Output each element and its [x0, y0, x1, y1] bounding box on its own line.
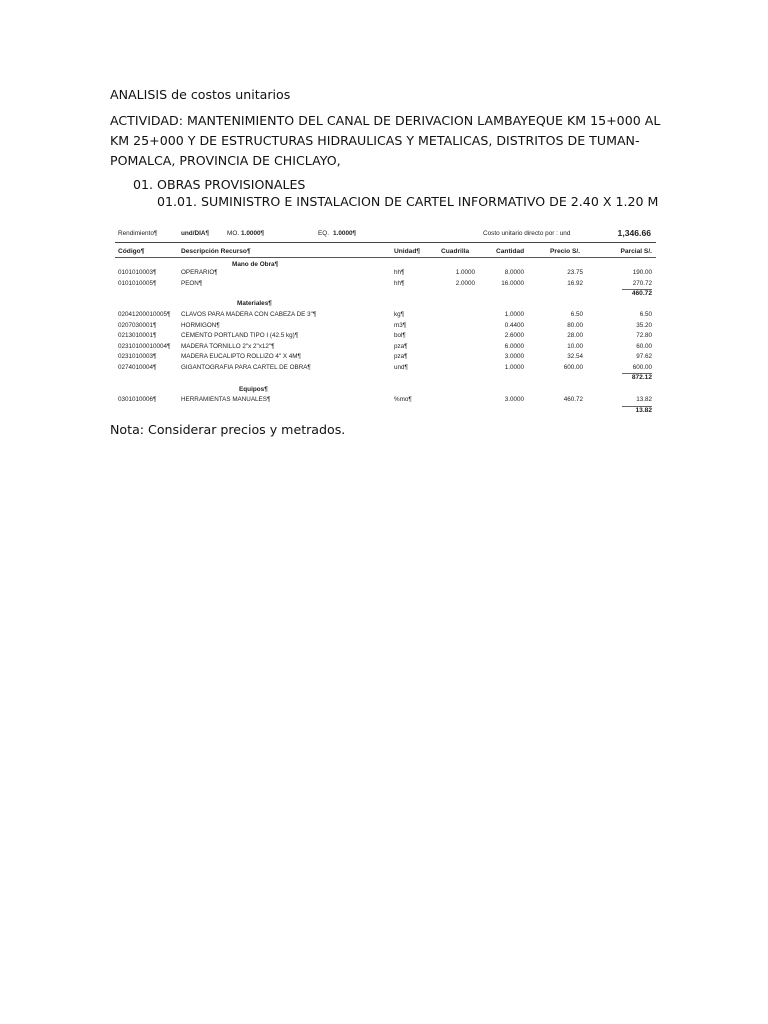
- col-cantidad: Cantidad: [496, 248, 525, 255]
- section-heading: 01. OBRAS PROVISIONALES: [133, 177, 306, 192]
- table-row: [115, 363, 656, 373]
- cell-descripcion: GIGANTOGRAFIA PARA CARTEL DE OBRA¶: [181, 363, 311, 371]
- cell-precio: 80.00: [567, 321, 583, 329]
- group-title-equipos: Equipos¶: [239, 386, 268, 393]
- eq-value: 1.0000¶: [333, 230, 357, 237]
- cell-cantidad: 6.0000: [504, 342, 524, 350]
- cell-codigo: 02041200010005¶: [118, 311, 171, 318]
- unit-cost-table: [115, 226, 656, 412]
- costo-label: Costo unitario directo por : und: [483, 230, 571, 237]
- cell-codigo: 02310100010004¶: [118, 342, 171, 350]
- cell-unidad: pza¶: [394, 342, 408, 350]
- cell-parcial: 13.82: [636, 396, 652, 403]
- cell-precio: 23.75: [567, 269, 583, 276]
- cell-cuadrilla: 1.0000: [455, 269, 475, 276]
- document-title: ANALISIS de costos unitarios: [110, 87, 291, 102]
- cell-codigo: 0274010004¶: [118, 363, 157, 371]
- cell-descripcion: MADERA EUCALIPTO ROLLIZO 4" X 4M¶: [181, 353, 301, 360]
- cell-parcial: 600.00: [632, 363, 652, 371]
- cell-cuadrilla: 2.0000: [455, 279, 475, 287]
- table-row: [115, 321, 656, 331]
- mo-label: MO.: [227, 230, 240, 237]
- rendimiento-unit: und/DIA¶: [181, 230, 210, 237]
- cell-codigo: 0101010003¶: [118, 269, 157, 276]
- cell-precio: 460.72: [563, 396, 583, 403]
- cell-descripcion: MADERA TORNILLO 2"x 2"x12"¶: [181, 342, 275, 350]
- cell-codigo: 0207030001¶: [118, 321, 157, 329]
- table-row: [115, 342, 656, 352]
- cell-precio: 28.00: [567, 332, 583, 339]
- cell-descripcion: HORMIGON¶: [181, 321, 220, 329]
- col-parcial: Parcial S/.: [620, 248, 652, 255]
- col-codigo: Código¶: [118, 248, 145, 255]
- cell-cantidad: 1.0000: [504, 363, 524, 371]
- cell-precio: 32.54: [567, 353, 583, 360]
- cell-unidad: hh¶: [394, 279, 405, 287]
- cell-descripcion: HERRAMIENTAS MANUALES¶: [181, 396, 271, 403]
- cell-cantidad: 16.0000: [501, 279, 524, 287]
- subsection-heading: 01.01. SUMINISTRO E INSTALACION DE CARTEL INFORMATIVO DE 2.40 X 1.20 M: [157, 194, 659, 209]
- cell-parcial: 72.80: [636, 332, 652, 339]
- cell-unidad: kg¶: [394, 311, 405, 318]
- cell-parcial: 6.50: [639, 311, 652, 318]
- subtotal-mano-de-obra: 460.72: [622, 289, 652, 297]
- table-row: [115, 310, 656, 320]
- cell-unidad: m3¶: [394, 321, 407, 329]
- cell-descripcion: PEON¶: [181, 279, 203, 287]
- cell-parcial: 190.00: [632, 269, 652, 276]
- cell-precio: 6.50: [570, 311, 583, 318]
- cell-cantidad: 2.6000: [504, 332, 524, 339]
- cell-parcial: 60.00: [636, 342, 652, 350]
- column-headers: [115, 246, 656, 258]
- group-title-mano-de-obra: Mano de Obra¶: [232, 261, 279, 268]
- eq-label: EQ.: [318, 230, 330, 237]
- cell-cantidad: 3.0000: [504, 396, 524, 403]
- col-cuadrilla: Cuadrilla: [441, 248, 470, 255]
- cell-precio: 600.00: [563, 363, 583, 371]
- cell-codigo: 0101010005¶: [118, 279, 157, 287]
- cell-parcial: 97.62: [636, 353, 652, 360]
- cell-codigo: 0301010006¶: [118, 396, 157, 403]
- table-row: [115, 279, 656, 289]
- cell-parcial: 270.72: [632, 279, 652, 287]
- col-descripcion: Descripción Recurso¶: [181, 248, 251, 255]
- cell-parcial: 35.20: [636, 321, 652, 329]
- cell-descripcion: OPERARIO¶: [181, 269, 218, 276]
- cell-cantidad: 1.0000: [504, 311, 524, 318]
- subtotal-materiales: 872.12: [622, 373, 652, 381]
- cell-codigo: 0231010003¶: [118, 353, 157, 360]
- cell-codigo: 0213010001¶: [118, 332, 157, 339]
- cell-precio: 10.00: [567, 342, 583, 350]
- cell-unidad: hh¶: [394, 269, 405, 276]
- table-header-bar: [115, 226, 656, 243]
- table-row: [115, 352, 656, 362]
- cell-descripcion: CEMENTO PORTLAND TIPO I (42.5 kg)¶: [181, 332, 299, 339]
- subtotal-equipos: 13.82: [622, 406, 652, 412]
- mo-value: 1.0000¶: [241, 230, 265, 237]
- costo-value: 1,346.66: [617, 228, 651, 238]
- activity-description: ACTIVIDAD: MANTENIMIENTO DEL CANAL DE DERIVACION LAMBAYEQUE KM 15+000 AL KM 25+000 Y DE ESTRUCTURAS HIDRAULICAS Y METALICAS, DISTRITOS DE TUMAN-POMALCA, PROVINCIA DE CHICLAYO,: [110, 113, 661, 168]
- table-row: [115, 268, 656, 278]
- cell-descripcion: CLAVOS PARA MADERA CON CABEZA DE 3"¶: [181, 311, 317, 318]
- cell-cantidad: 0.4400: [504, 321, 524, 329]
- rendimiento-label: Rendimiento¶: [118, 230, 158, 237]
- cell-unidad: %mo¶: [394, 396, 412, 403]
- cell-unidad: pza¶: [394, 353, 408, 360]
- col-precio: Precio S/.: [550, 248, 581, 255]
- note-text: Nota: Considerar precios y metrados.: [110, 422, 346, 437]
- cell-unidad: und¶: [394, 363, 408, 371]
- cell-cantidad: 3.0000: [504, 353, 524, 360]
- table-row: [115, 331, 656, 341]
- cell-precio: 16.92: [567, 279, 583, 287]
- table-row: [115, 395, 656, 405]
- cell-unidad: bol¶: [394, 332, 406, 339]
- group-title-materiales: Materiales¶: [237, 300, 272, 307]
- cell-cantidad: 8.0000: [504, 269, 524, 276]
- col-unidad: Unidad¶: [394, 248, 421, 255]
